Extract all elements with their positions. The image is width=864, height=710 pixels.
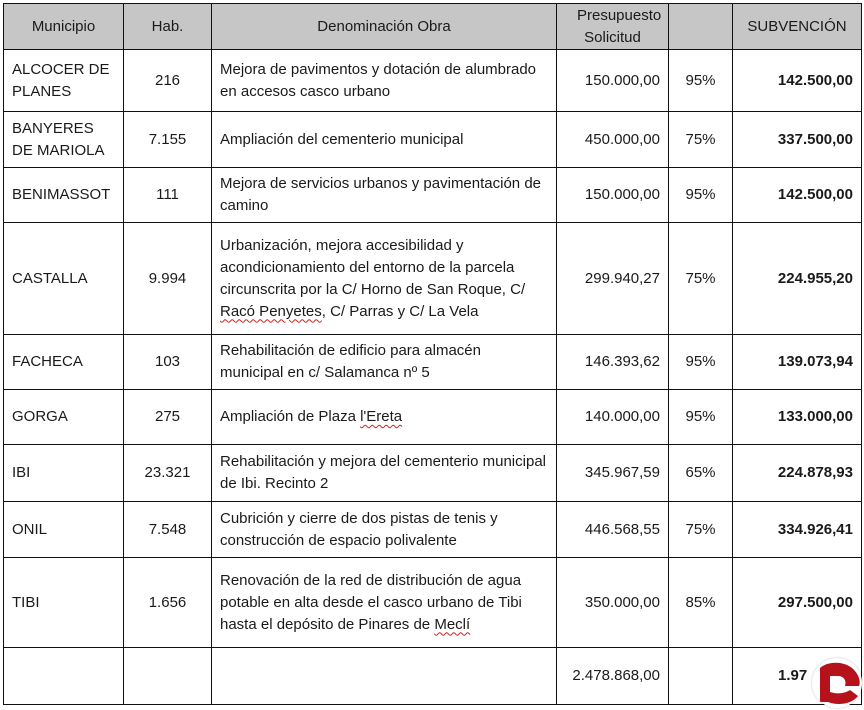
cell-obra <box>212 390 557 445</box>
cell-subvencion: 139.073,94 <box>733 335 862 390</box>
cell-presupuesto: 350.000,00 <box>557 558 669 648</box>
cell-obra: Rehabilitación y mejora del cementerio municipal de Ibi. Recinto 2 <box>212 445 557 502</box>
cell-hab: 1.656 <box>124 558 212 648</box>
cell-obra: Rehabilitación de edificio para almacén municipal en c/ Salamanca nº 5 <box>212 335 557 390</box>
cell-percentage: 85% <box>669 558 733 648</box>
total-presupuesto: 2.478.868,00 <box>557 648 669 705</box>
logo-graphic <box>812 658 862 708</box>
cell-municipio: ONIL <box>4 502 124 558</box>
cell-subvencion: 224.878,93 <box>733 445 862 502</box>
table-row <box>4 502 862 558</box>
cell-empty <box>4 648 124 705</box>
circle-logo-icon <box>812 658 862 708</box>
cell-empty <box>669 648 733 705</box>
total-subvencion-text: 1.97 <box>778 667 808 684</box>
table-row <box>4 223 862 335</box>
subsidies-table <box>3 3 862 705</box>
cell-subvencion: 133.000,00 <box>733 390 862 445</box>
cell-subvencion: 142.500,00 <box>733 50 862 112</box>
cell-hab: 9.994 <box>124 223 212 335</box>
cell-municipio: TIBI <box>4 558 124 648</box>
cell-presupuesto: 345.967,59 <box>557 445 669 502</box>
obra-text: , C/ Parras y C/ La Vela <box>321 302 479 320</box>
cell-obra: Mejora de servicios urbanos y pavimentación de camino <box>212 168 557 223</box>
cell-obra: Mejora de pavimentos y dotación de alumbrado en accesos casco urbano <box>212 50 557 112</box>
cell-obra: Cubrición y cierre de dos pistas de tenis y construcción de espacio polivalente <box>212 502 557 558</box>
cell-empty <box>212 648 557 705</box>
cell-percentage: 95% <box>669 168 733 223</box>
cell-obra <box>212 558 557 648</box>
spellcheck-word: Meclí <box>434 615 471 633</box>
cell-subvencion: 337.500,00 <box>733 112 862 168</box>
table-row <box>4 168 862 223</box>
header-presupuesto: Presupuesto Solicitud <box>557 4 669 50</box>
cell-percentage: 75% <box>669 502 733 558</box>
cell-hab: 275 <box>124 390 212 445</box>
obra-text: Ampliación de Plaza <box>220 408 361 425</box>
cell-percentage: 95% <box>669 335 733 390</box>
cell-obra: Ampliación del cementerio municipal <box>212 112 557 168</box>
cell-presupuesto: 140.000,00 <box>557 390 669 445</box>
header-percentage <box>669 4 733 50</box>
cell-municipio: CASTALLA <box>4 223 124 335</box>
table-row <box>4 445 862 502</box>
cell-subvencion: 142.500,00 <box>733 168 862 223</box>
cell-presupuesto: 146.393,62 <box>557 335 669 390</box>
cell-hab: 216 <box>124 50 212 112</box>
cell-hab: 7.155 <box>124 112 212 168</box>
cell-presupuesto: 150.000,00 <box>557 50 669 112</box>
header-obra: Denominación Obra <box>212 4 557 50</box>
cell-presupuesto: 450.000,00 <box>557 112 669 168</box>
header-municipio: Municipio <box>4 4 124 50</box>
cell-subvencion: 334.926,41 <box>733 502 862 558</box>
totals-row <box>4 648 862 705</box>
cell-hab: 111 <box>124 168 212 223</box>
cell-municipio: IBI <box>4 445 124 502</box>
cell-percentage: 95% <box>669 390 733 445</box>
cell-subvencion: 297.500,00 <box>733 558 862 648</box>
cell-percentage: 65% <box>669 445 733 502</box>
obra-text: Renovación de la red de distribución de agua potable en alta desde el casco urbano de Tibi hasta el depósito de Pinares de <box>220 571 522 633</box>
table-row <box>4 390 862 445</box>
cell-subvencion: 224.955,20 <box>733 223 862 335</box>
cell-municipio: BENIMASSOT <box>4 168 124 223</box>
cell-percentage: 75% <box>669 223 733 335</box>
cell-presupuesto: 446.568,55 <box>557 502 669 558</box>
obra-text: Urbanización, mejora accesibilidad y acondicionamiento del entorno de la parcela circunscrita por la C/ Horno de San Roque, C/ <box>220 236 526 298</box>
cell-hab: 7.548 <box>124 502 212 558</box>
table-row <box>4 112 862 168</box>
cell-municipio: ALCOCER DE PLANES <box>4 50 124 112</box>
table-row <box>4 558 862 648</box>
table-row <box>4 335 862 390</box>
cell-hab: 103 <box>124 335 212 390</box>
spellcheck-word: l'Ereta <box>360 408 403 425</box>
header-row <box>4 4 862 50</box>
header-subvencion: SUBVENCIÓN <box>733 4 862 50</box>
cell-percentage: 75% <box>669 112 733 168</box>
cell-empty <box>124 648 212 705</box>
cell-municipio: GORGA <box>4 390 124 445</box>
cell-presupuesto: 299.940,27 <box>557 223 669 335</box>
cell-hab: 23.321 <box>124 445 212 502</box>
cell-municipio: BANYERES DE MARIOLA <box>4 112 124 168</box>
header-hab: Hab. <box>124 4 212 50</box>
spellcheck-word: Racó Penyetes <box>220 302 322 320</box>
cell-obra <box>212 223 557 335</box>
table-row <box>4 50 862 112</box>
cell-presupuesto: 150.000,00 <box>557 168 669 223</box>
cell-percentage: 95% <box>669 50 733 112</box>
cell-municipio: FACHECA <box>4 335 124 390</box>
